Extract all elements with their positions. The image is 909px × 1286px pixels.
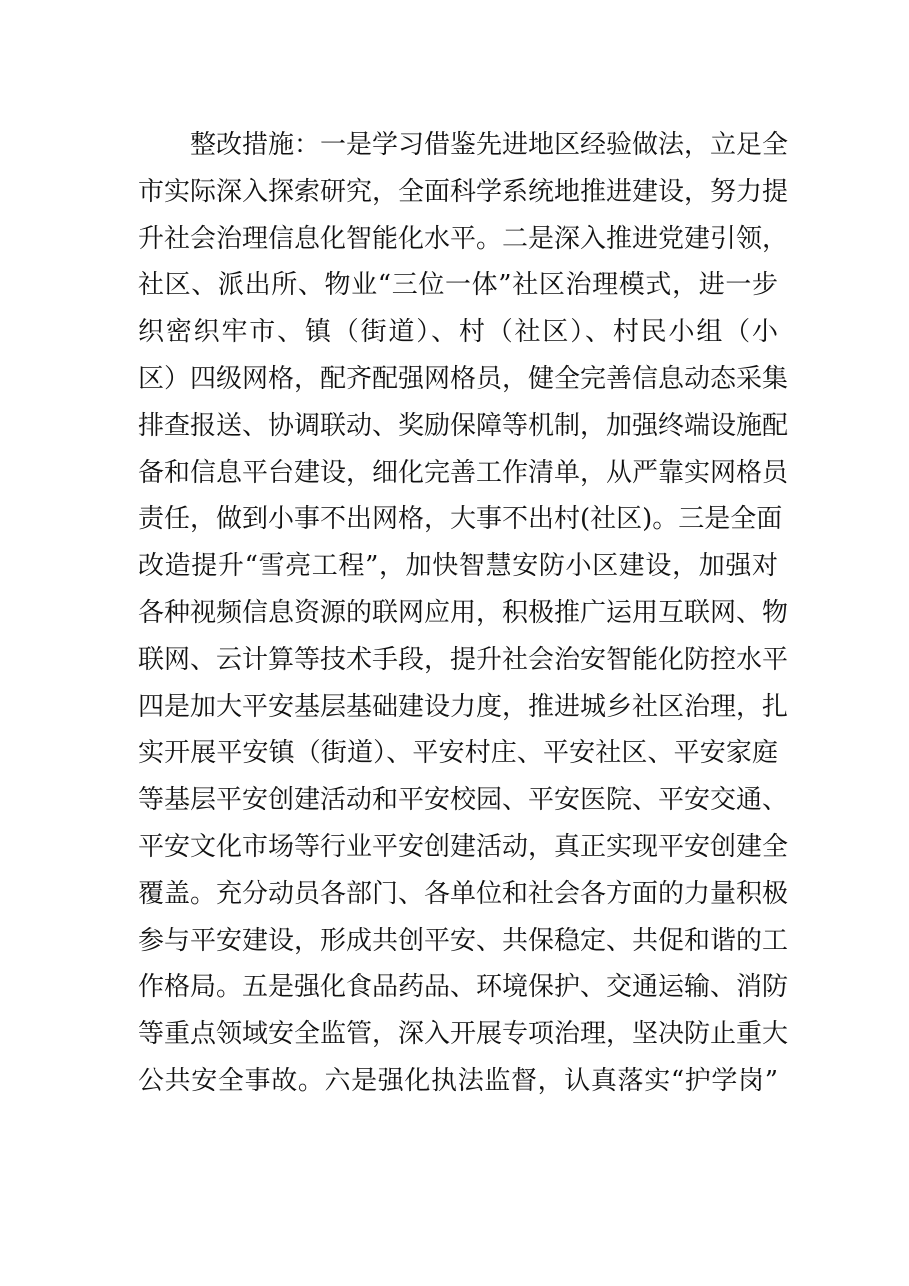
- paragraph-line: 升社会治理信息化智能化水平。二是深入推进党建引领，: [138, 223, 789, 254]
- paragraph-line: 平安文化市场等行业平安创建活动，真正实现平安创建全: [138, 831, 789, 862]
- paragraph-line: 参与平安建设，形成共创平安、共保稳定、共促和谐的工: [138, 925, 789, 956]
- paragraph-line: 排查报送、协调联动、奖励保障等机制，加强终端设施配: [138, 410, 789, 441]
- paragraph-line: 改造提升“雪亮工程”，加快智慧安防小区建设，加强对: [138, 551, 778, 582]
- paragraph-line: 区）四级网格，配齐配强网格员，健全完善信息动态采集: [138, 363, 789, 394]
- paragraph-line: 备和信息平台建设，细化完善工作清单，从严靠实网格员: [138, 457, 789, 488]
- paragraph-line: 整改措施：一是学习借鉴先进地区经验做法，立足全: [190, 130, 789, 160]
- paragraph-line: 等重点领域安全监管，深入开展专项治理，坚决防止重大: [138, 1019, 789, 1050]
- paragraph-line: 市实际深入探索研究，全面科学系统地推进建设，努力提: [138, 176, 789, 207]
- paragraph-line: 公共安全事故。六是强化执法监督，认真落实“护学岗”: [138, 1065, 778, 1096]
- paragraph-line: 实开展平安镇（街道）、平安村庄、平安社区、平安家庭: [138, 738, 778, 769]
- paragraph-line: 联网、云计算等技术手段，提升社会治安智能化防控水平: [138, 644, 789, 675]
- paragraph-line: 各种视频信息资源的联网应用，积极推广运用互联网、物: [138, 597, 789, 628]
- paragraph-line: 四是加大平安基层基础建设力度，推进城乡社区治理，扎: [138, 691, 789, 722]
- paragraph-line: 等基层平安创建活动和平安校园、平安医院、平安交通、: [138, 785, 789, 816]
- paragraph-line: 作格局。五是强化食品药品、环境保护、交通运输、消防: [138, 972, 789, 1003]
- paragraph-line: 社区、派出所、物业“三位一体”社区治理模式，进一步: [138, 270, 778, 301]
- paragraph-line: 织密织牢市、镇（街道）、村（社区）、村民小组（小: [138, 317, 778, 348]
- body-paragraph: [138, 122, 789, 1105]
- paragraph-line: 覆盖。充分动员各部门、各单位和社会各方面的力量积极: [138, 878, 789, 909]
- paragraph-line: 责任，做到小事不出网格，大事不出村(社区)。三是全面: [138, 504, 783, 535]
